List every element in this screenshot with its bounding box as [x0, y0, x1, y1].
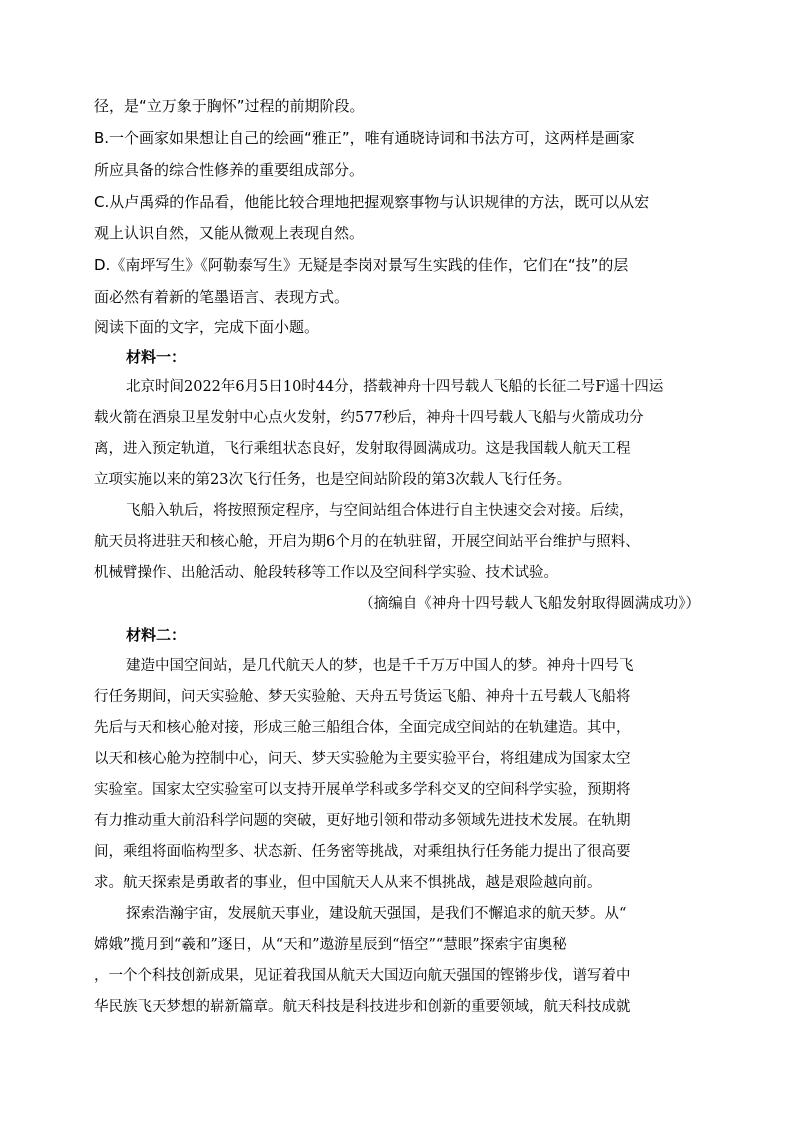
material-one-p1-line-2: 载火箭在酒泉卫星发射中心点火发射，约577秒后，神舟十四号载人飞船与火箭成功分	[94, 410, 644, 426]
material-two-p2-line-3: ，一个个科技创新成果，见证着我国从航天大国迈向航天强国的铿锵步伐，谱写着中	[94, 968, 631, 984]
material-two-p1-line-7: 间，乘组将面临构型多、状态新、任务密等挑战，对乘组执行任务能力提出了很高要	[94, 844, 631, 860]
option-c-line-1: C.从卢禹舜的作品看，他能比较合理地把握观察事物与认识规律的方法，既可以从宏	[94, 193, 650, 211]
material-two-p1-line-8: 求。航天探索是勇敢者的事业，但中国航天人从来不惧挑战，越是艰险越向前。	[94, 875, 602, 891]
material-one-p2-line-3: 机械臂操作、出舱活动、舱段转移等工作以及空间科学实验、技术试验。	[94, 565, 558, 581]
option-d-line-1: D.《南坪写生》《阿勒泰写生》无疑是李岗对景写生实践的佳作，它们在“技”的层	[94, 256, 629, 274]
material-two-p1-line-4: 以天和核心舱为控制中心，问天、梦天实验舱为主要实验平台，将组建成为国家太空	[94, 751, 631, 767]
option-d-line-2: 面必然有着新的笔墨语言、表现方式。	[94, 288, 350, 306]
material-two-p1-line-6: 有力推动重大前沿科学问题的突破，更好地引领和带动多领域先进技术发展。在轨期	[94, 813, 631, 829]
option-b-line-1: B.一个画家如果想让自己的绘画“雅正”，唯有通晓诗词和书法方可，这两样是画家	[94, 129, 635, 147]
option-b-line-2: 所应具备的综合性修养的重要组成部分。	[94, 161, 365, 179]
material-one-p2-line-1: 飞船入轨后，将按照预定程序，与空间站组合体进行自主快速交会对接。后续，	[126, 503, 634, 519]
material-one-heading: 材料一：	[126, 348, 187, 366]
reading-instruction: 阅读下面的文字，完成下面小题。	[94, 318, 320, 336]
material-two-p2-line-2: 嫦娥”揽月到“羲和”逐日，从“天和”遨游星辰到“悟空”“慧眼”探索宇宙奥秘	[94, 937, 567, 953]
material-two-p2-line-4: 华民族飞天梦想的崭新篇章。航天科技是科技进步和创新的重要领域，航天科技成就	[94, 999, 631, 1015]
material-two-p1-line-3: 先后与天和核心舱对接，形成三舱三船组合体，全面完成空间站的在轨建造。其中，	[94, 720, 631, 736]
option-c-line-2: 观上认识自然，又能从微观上表现自然。	[94, 224, 365, 242]
material-two-heading: 材料二：	[126, 626, 187, 644]
material-one-p1-line-4: 立项实施以来的第23次飞行任务，也是空间站阶段的第3次载人飞行任务。	[94, 472, 572, 488]
material-two-p2-line-1: 探索浩瀚宇宙，发展航天事业，建设航天强国，是我们不懈追求的航天梦。从“	[126, 906, 627, 922]
material-one-p2-line-2: 航天员将进驻天和核心舱，开启为期6个月的在轨驻留，开展空间站平台维护与照料、	[94, 534, 640, 550]
option-a-tail: 径，是“立万象于胸怀”过程的前期阶段。	[94, 97, 365, 115]
material-one-p1-line-1: 北京时间2022年6月5日10时44分，搭载神舟十四号载人飞船的长征二号F遥十四运	[126, 379, 664, 395]
material-one-p1-line-3: 离，进入预定轨道，飞行乘组状态良好，发射取得圆满成功。这是我国载人航天工程	[94, 441, 631, 457]
material-two-p1-line-5: 实验室。国家太空实验室可以支持开展单学科或多学科交叉的空间科学实验，预期将	[94, 782, 631, 798]
material-one-source: （摘编自《神舟十四号载人飞船发射取得圆满成功》）	[359, 596, 700, 612]
material-two-p1-line-2: 行任务期间，问天实验舱、梦天实验舱、天舟五号货运飞船、神舟十五号载人飞船将	[94, 689, 631, 705]
material-two-p1-line-1: 建造中国空间站，是几代航天人的梦，也是千千万万中国人的梦。神舟十四号飞	[126, 658, 634, 674]
